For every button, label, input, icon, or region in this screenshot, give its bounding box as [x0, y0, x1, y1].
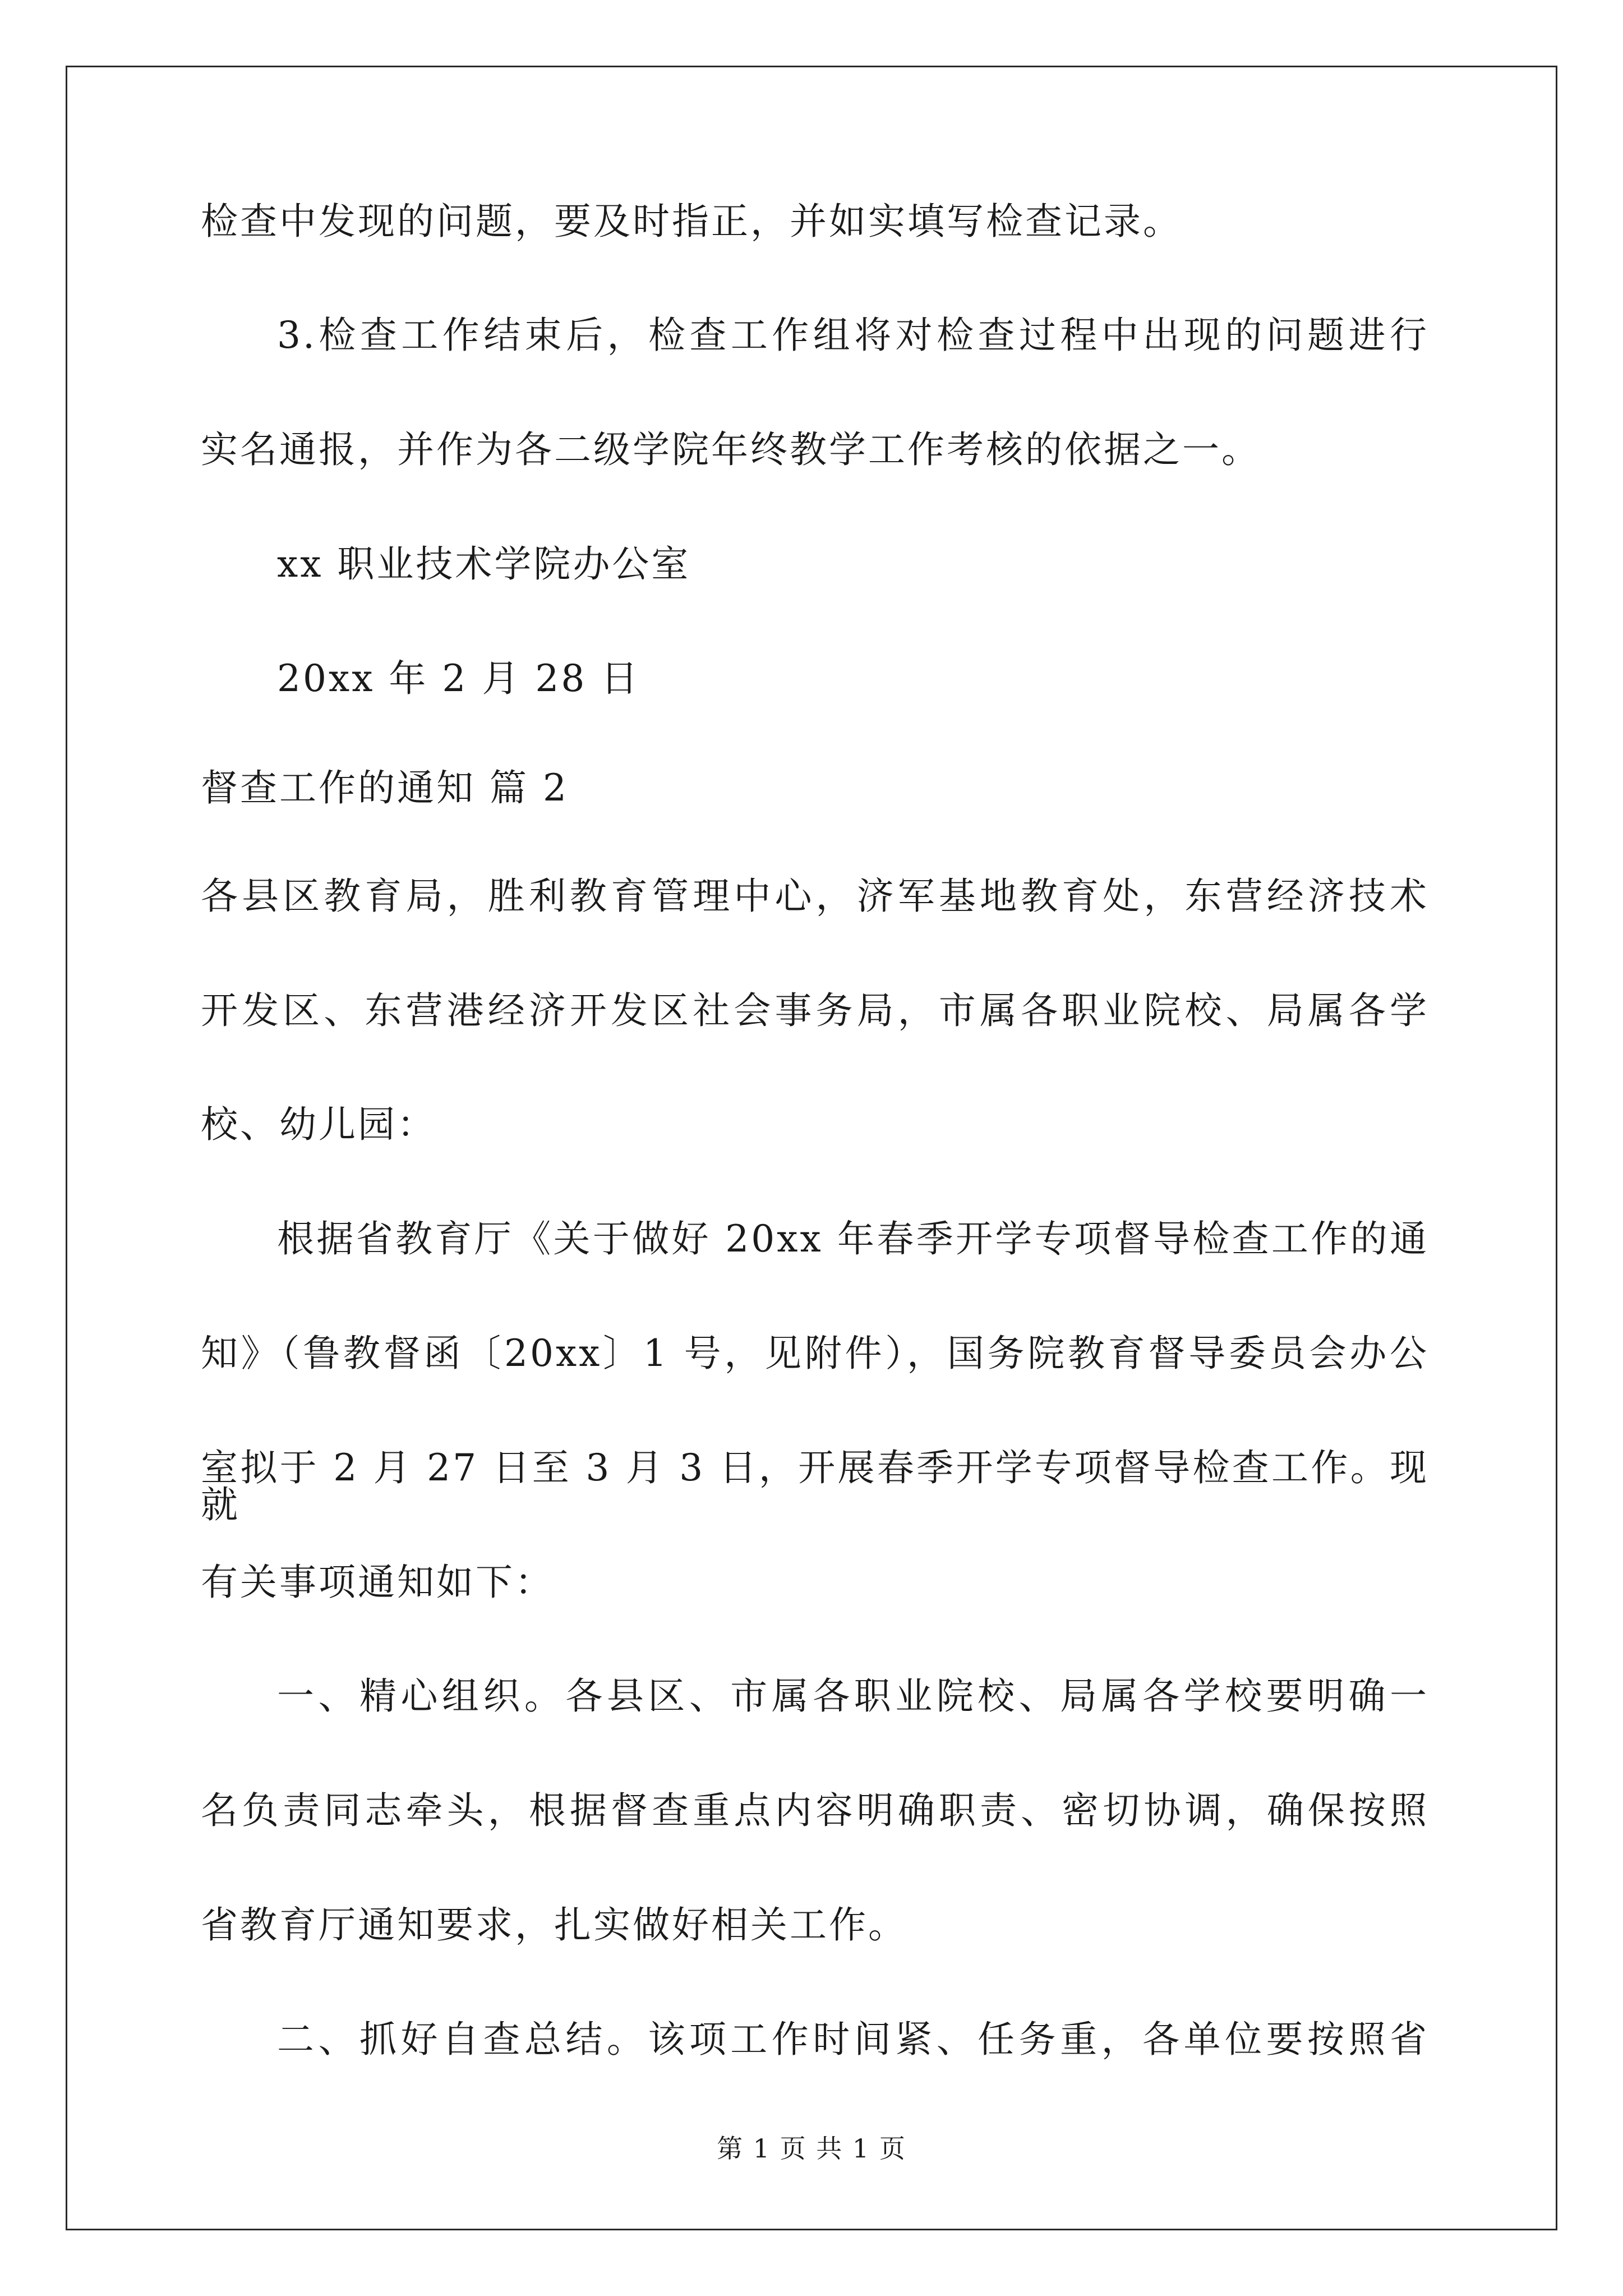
text-line: 有关事项通知如下： — [201, 1561, 554, 1604]
text-line: 3.检查工作结束后，检查工作组将对检查过程中出现的问题进行 — [277, 314, 1429, 357]
text-line: 省教育厅通知要求，扎实做好相关工作。 — [201, 1903, 907, 1947]
text-line: 校、幼儿园： — [201, 1103, 436, 1146]
text-line: 名负责同志牵头，根据督查重点内容明确职责、密切协调，确保按照 — [201, 1789, 1429, 1832]
text-line: 二、抓好自查总结。该项工作时间紧、任务重，各单位要按照省 — [277, 2018, 1429, 2061]
page-footer: 第 1 页 共 1 页 — [717, 2133, 906, 2164]
text-line: 实名通报，并作为各二级学院年终教学工作考核的依据之一。 — [201, 428, 1261, 471]
text-line: 各县区教育局，胜利教育管理中心，济军基地教育处，东营经济技术 — [201, 875, 1429, 918]
text-line: 室拟于 2 月 27 日至 3 月 3 日，开展春季开学专项督导检查工作。现就 — [201, 1446, 1429, 1526]
signature-date: 20xx 年 2 月 28 日 — [277, 657, 640, 700]
text-line: 一、精心组织。各县区、市属各职业院校、局属各学校要明确一 — [277, 1674, 1429, 1718]
text-line: 知》（鲁教督函〔20xx〕1 号，见附件），国务院教育督导委员会办公 — [201, 1332, 1429, 1375]
text-line: 检查中发现的问题，要及时指正，并如实填写检查记录。 — [201, 200, 1182, 243]
text-line: 开发区、东营港经济开发区社会事务局，市属各职业院校、局属各学 — [201, 989, 1429, 1032]
text-line: 根据省教育厅《关于做好 20xx 年春季开学专项督导检查工作的通 — [277, 1217, 1429, 1260]
section-heading: 督查工作的通知 篇 2 — [201, 766, 569, 809]
signature-org: xx 职业技术学院办公室 — [277, 542, 691, 586]
